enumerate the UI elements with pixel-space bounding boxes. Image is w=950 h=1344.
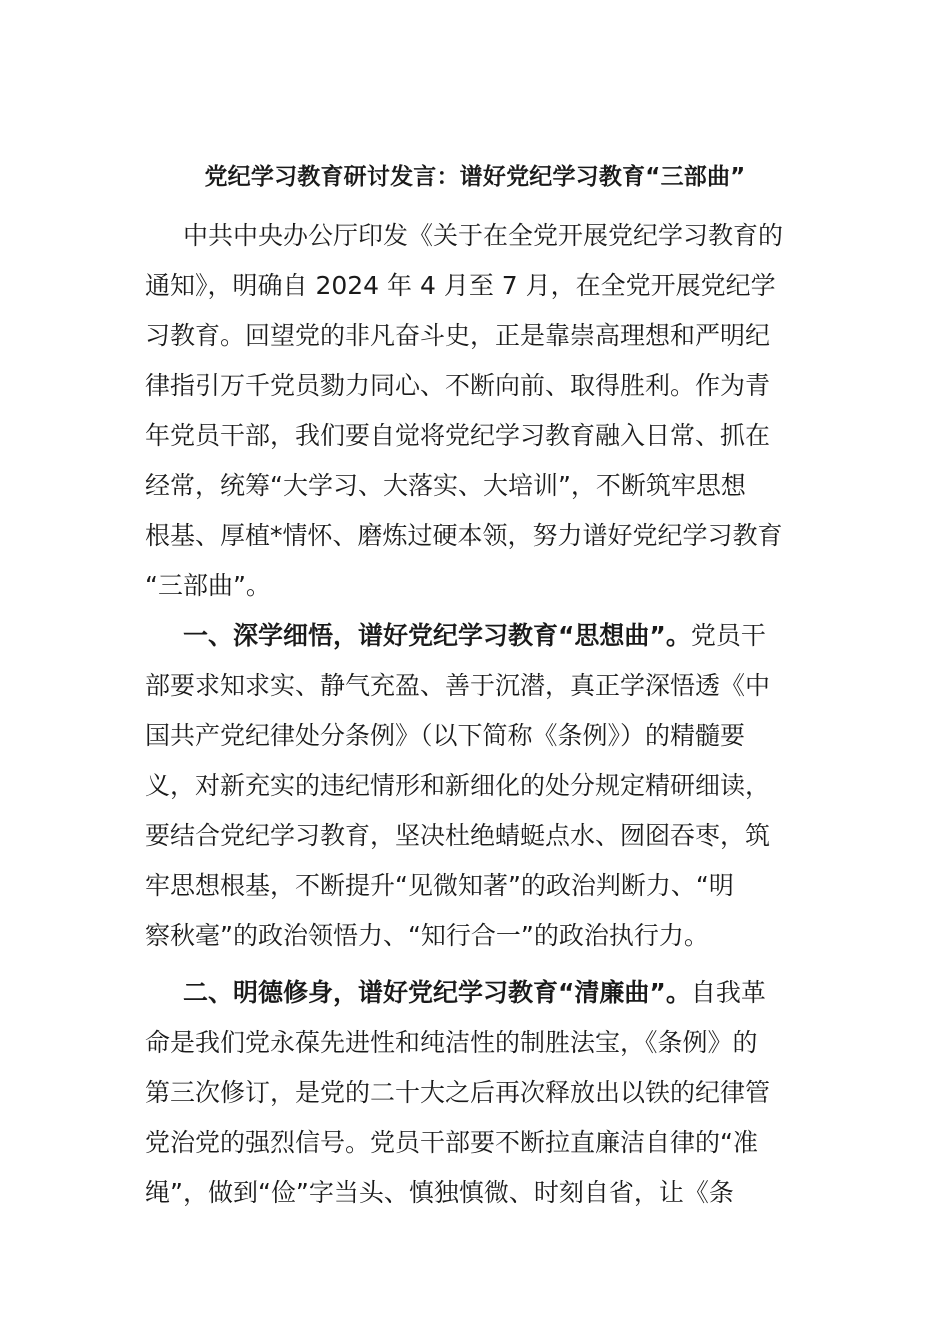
document-title: 党纪学习教育研讨发言：谱好党纪学习教育“三部曲” bbox=[204, 164, 746, 190]
text-line: “三部曲”。 bbox=[145, 571, 271, 600]
section-heading: 一、深学细悟，谱好党纪学习教育“思想曲”。 bbox=[183, 621, 691, 650]
text-line: 通知》，明确自 2024 年 4 月至 7 月，在全党开展党纪学 bbox=[145, 271, 776, 300]
section-heading: 二、明德修身，谱好党纪学习教育“清廉曲”。 bbox=[183, 978, 691, 1007]
section-heading-rest: 自我革 bbox=[690, 978, 766, 1007]
text-line: 察秋毫”的政治领悟力、“知行合一”的政治执行力。 bbox=[145, 921, 709, 950]
text-line: 习教育。回望党的非凡奋斗史，正是靠崇高理想和严明纪 bbox=[145, 321, 771, 350]
paragraph-section-two bbox=[145, 968, 805, 1218]
paragraph-section-one bbox=[145, 611, 805, 961]
text-line: 绳”，做到“俭”字当头、慎独慎微、时刻自省，让《条 bbox=[145, 1178, 734, 1207]
paragraph-intro bbox=[145, 211, 805, 611]
section-first-line bbox=[145, 968, 805, 1018]
text-line: 部要求知求实、静气充盈、善于沉潜，真正学深悟透《中 bbox=[145, 671, 771, 700]
text-line: 年党员干部，我们要自觉将党纪学习教育融入日常、抓在 bbox=[145, 421, 771, 450]
text-line: 要结合党纪学习教育，坚决杜绝蜻蜓点水、囫囵吞枣，筑 bbox=[145, 821, 771, 850]
text-line: 党治党的强烈信号。党员干部要不断拉直廉洁自律的“准 bbox=[145, 1128, 758, 1157]
text-line: 根基、厚植*情怀、磨炼过硬本领，努力谱好党纪学习教育 bbox=[145, 521, 783, 550]
text-line: 律指引万千党员勠力同心、不断向前、取得胜利。作为青 bbox=[145, 371, 771, 400]
section-first-line bbox=[145, 611, 805, 661]
text-line: 第三次修订，是党的二十大之后再次释放出以铁的纪律管 bbox=[145, 1078, 771, 1107]
section-heading-rest: 党员干 bbox=[690, 621, 766, 650]
text-line: 牢思想根基，不断提升“见微知著”的政治判断力、“明 bbox=[145, 871, 734, 900]
text-line: 经常，统筹“大学习、大落实、大培训”，不断筑牢思想 bbox=[145, 471, 746, 500]
text-line: 命是我们党永葆先进性和纯洁性的制胜法宝，《条例》的 bbox=[145, 1028, 758, 1057]
text-line: 中共中央办公厅印发《关于在全党开展党纪学习教育的 bbox=[183, 221, 784, 250]
text-line: 国共产党纪律处分条例》（以下简称《条例》）的精髓要 bbox=[145, 721, 746, 750]
text-line: 义，对新充实的违纪情形和新细化的处分规定精研细读， bbox=[145, 771, 771, 800]
